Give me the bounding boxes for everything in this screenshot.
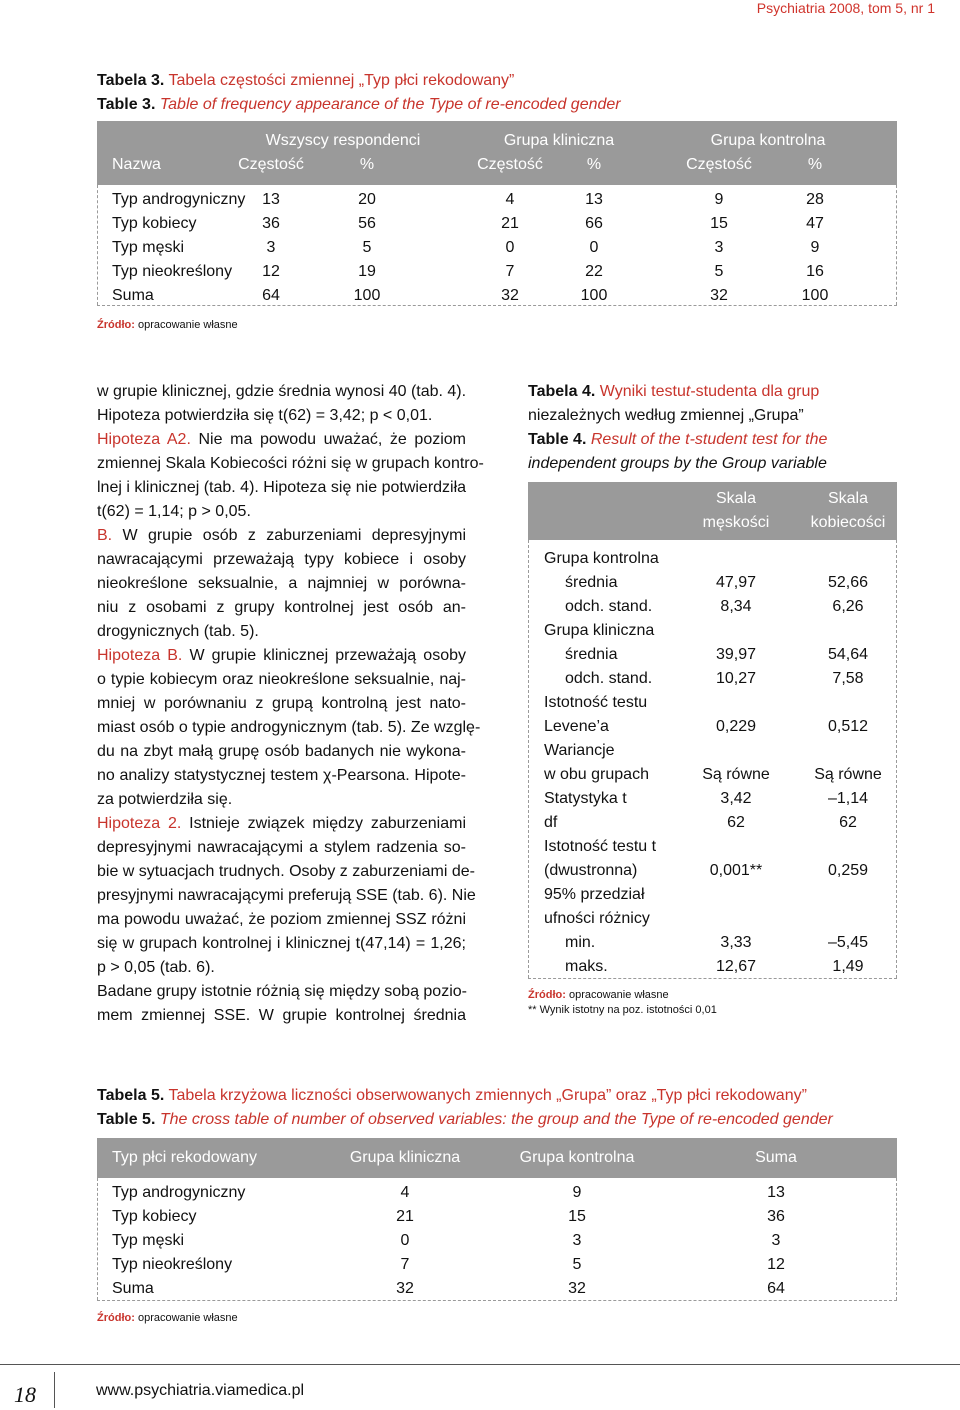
table3-source-label: Źródło: [97, 319, 135, 331]
body-line: Badane grupy istotnie różnią się między sobą pozio- [97, 983, 467, 1000]
table4-source-label: Źródło: [528, 989, 566, 1001]
table4-row-label: Statystyka t [544, 790, 627, 807]
body-column [97, 380, 484, 1028]
table4-head-fem-a: Skala [827, 490, 869, 507]
table4-head-masc-b: męskości [702, 514, 770, 531]
table3-cell: 36 [262, 215, 280, 232]
table3-source [97, 318, 238, 332]
table3-cell: 4 [505, 191, 515, 208]
table3-cell: 5 [714, 263, 724, 280]
table3-cell: 20 [358, 191, 376, 208]
table5-caption-en-text: The cross table of number of observed variables: the group and the Type of re-encoded gender [159, 1111, 833, 1128]
table5-cell: 12 [767, 1256, 785, 1273]
table4-cell: 47,97 [715, 574, 757, 591]
body-line: o typie kobiecym oraz nieokreślone seksualnie, naj- [97, 671, 466, 688]
table3-cell: 32 [710, 287, 728, 304]
table3-cell: 64 [262, 287, 280, 304]
table4-row-label: maks. [565, 958, 608, 975]
table5-cell: 7 [400, 1256, 410, 1273]
table3-row-label: Typ męski [112, 239, 185, 256]
table3-cell: 13 [262, 191, 280, 208]
table3-col-freq-3: Częstość [686, 156, 752, 173]
table4-cell: 62 [839, 814, 857, 831]
table3-cell: 9 [714, 191, 724, 208]
table4-row-label: Wariancje [544, 742, 615, 759]
body-line: ma powodu uważać, że poziom zmiennej SSZ różni [97, 911, 466, 928]
body-line: miast osób o typie androgynicznym (tab. 5). Ze wzglę- [97, 719, 481, 736]
table5-cell: 15 [568, 1208, 586, 1225]
body-line: zmiennej Skala Kobiecości różni się w grupach kontro- [97, 455, 484, 472]
table4-row-label: Istotność testu t [544, 838, 657, 855]
table4-cell: 39,97 [715, 646, 757, 663]
table4-row-label: min. [565, 934, 596, 951]
table3-cell: 0 [589, 239, 599, 256]
table3-cell: 3 [266, 239, 276, 256]
table4-caption-pl-2: niezależnych według zmiennej „Grupa” [528, 407, 804, 424]
table3-left-border [97, 185, 98, 305]
body-line: Hipoteza B. W grupie klinicznej przeważają osoby [97, 647, 466, 664]
table3-cell: 19 [358, 263, 376, 280]
table4-row-label: odch. stand. [565, 598, 653, 615]
table4-row-label: średnia [565, 646, 618, 663]
body-line: mniej w porównaniu z grupą kontrolną jest nato- [97, 695, 466, 712]
table4-cell: 0,512 [827, 718, 869, 735]
body-line: drogynicznych (tab. 5). [97, 623, 259, 640]
table4-left-border [528, 540, 529, 978]
hypothesis-heading: Hipoteza 2. [97, 815, 182, 832]
table3-group-all: Wszyscy respondenci [265, 132, 421, 149]
table3-source-text: opracowanie własne [137, 319, 238, 331]
table4-row-label: Istotność testu [544, 694, 648, 711]
table5-caption-en [97, 1108, 833, 1132]
table5-source [97, 1311, 238, 1325]
table3-cell: 16 [806, 263, 824, 280]
table4-cell: 0,259 [827, 862, 869, 879]
body-line: Hipoteza A2. Nie ma powodu uważać, że poziom [97, 431, 466, 448]
footer-rule [0, 1364, 960, 1365]
table5-head-clinical: Grupa kliniczna [349, 1149, 461, 1166]
running-title: Psychiatria 2008, tom 5, nr 1 [756, 0, 935, 16]
table4-cell: 62 [727, 814, 745, 831]
table4-caption-en-prefix: Table 4. [528, 431, 587, 448]
table3-cell: 100 [580, 287, 608, 304]
table5-head-sum: Suma [755, 1149, 797, 1166]
body-line: nawracającymi przeważają typy kobiece i osoby [97, 551, 466, 568]
body-line: du na zbyt małą grupę osób badanych nie wykona- [97, 743, 466, 760]
table3-col-pct-3: % [807, 156, 823, 173]
table4-cell: 6,26 [832, 598, 864, 615]
table3-caption-pl [97, 69, 514, 93]
table5-cell: 64 [767, 1280, 785, 1297]
table3-cell: 5 [362, 239, 372, 256]
table5-cell: 9 [572, 1184, 582, 1201]
table5-head-type: Typ płci rekodowany [112, 1149, 257, 1166]
table3-row-label: Typ kobiecy [112, 215, 197, 232]
table3-cell: 15 [710, 215, 728, 232]
table5-cell: 32 [568, 1280, 586, 1297]
table3-cell: 7 [505, 263, 515, 280]
table3-cell: 12 [262, 263, 280, 280]
table4-right-border [896, 540, 897, 978]
footer-divider [54, 1372, 55, 1408]
table4-cell: –1,14 [827, 790, 869, 807]
table4-head-fem-b: kobiecości [810, 514, 886, 531]
body-line: nieokreślone seksualnie, a najmniej w porówna- [97, 575, 466, 592]
table3-cell: 22 [585, 263, 603, 280]
table3-cell: 56 [358, 215, 376, 232]
body-line: depresyjnymi nawracającymi a stylem radzenia so- [97, 839, 466, 856]
body-line: Hipoteza 2. Istnieje związek między zaburzeniami [97, 815, 467, 832]
body-line: się w grupach kontrolnej i klinicznej t(47,14) = 1,26; [97, 935, 466, 952]
table5-source-text: opracowanie własne [137, 1312, 238, 1324]
body-line: B. W grupie osób z zaburzeniami depresyjnymi [97, 527, 466, 544]
hypothesis-heading: Hipoteza A2. [97, 431, 191, 448]
table3-cell: 47 [806, 215, 824, 232]
journal-url[interactable]: www.psychiatria.viamedica.pl [96, 1382, 305, 1399]
body-line: p > 0,05 (tab. 6). [97, 959, 215, 976]
body-line: Hipoteza potwierdziła się t(62) = 3,42; p < 0,01. [97, 407, 433, 424]
table3-cell: 9 [810, 239, 820, 256]
table5-row-label: Typ androgyniczny [112, 1184, 246, 1201]
body-line: t(62) = 1,14; p > 0,05. [97, 503, 251, 520]
table5-cell: 13 [767, 1184, 785, 1201]
table4-cell: 1,49 [832, 958, 864, 975]
table4-cell: Są równe [814, 766, 882, 783]
table5-caption-pl-text: Tabela krzyżowa liczności obserwowanych zmiennych „Grupa” oraz „Typ płci rekodowany” [168, 1087, 807, 1104]
table3-bottom-border [97, 305, 897, 306]
table3-row-label: Typ nieokreślony [112, 263, 233, 280]
table4-row-label: ufności różnicy [544, 910, 650, 927]
table4-caption-pl-t: t [685, 383, 691, 400]
table3-row-label: Typ androgyniczny [112, 191, 246, 208]
table3-col-pct-1: % [359, 156, 375, 173]
table4-caption-pl-1 [528, 380, 819, 404]
table3-cell: 66 [585, 215, 603, 232]
table5-row-label: Suma [112, 1280, 154, 1297]
table4-footnote: ** Wynik istotny na poz. istotności 0,01 [528, 1004, 717, 1016]
body-line: za potwierdziła się. [97, 791, 233, 808]
table4-cell: 7,58 [832, 670, 864, 687]
table5-cell: 3 [771, 1232, 781, 1249]
table3-caption-pl-text: Tabela częstości zmiennej „Typ płci rekodowany” [168, 72, 515, 89]
body-line: mem zmiennej SSE. W grupie kontrolnej średnia [97, 1007, 466, 1024]
table4-row-label: w obu grupach [544, 766, 649, 783]
table4-cell: 0,001** [709, 862, 763, 879]
table4-caption-en-2: independent groups by the Group variable [528, 455, 827, 472]
table4-row-label: 95% przedział [544, 886, 645, 903]
body-line: bie w sytuacjach trudnych. Osoby z zaburzeniami de- [97, 863, 475, 880]
table5-cell: 36 [767, 1208, 785, 1225]
table3-cell: 13 [585, 191, 603, 208]
table3-col-pct-2: % [586, 156, 602, 173]
table4-row-label: odch. stand. [565, 670, 653, 687]
body-line: presyjnymi nawracającymi preferują SSE (tab. 6). Nie [97, 887, 476, 904]
table5-row-label: Typ kobiecy [112, 1208, 197, 1225]
table3-cell: 32 [501, 287, 519, 304]
table4-row-label: Levene’a [544, 718, 609, 735]
table4-cell: 52,66 [827, 574, 869, 591]
table4-cell: –5,45 [827, 934, 869, 951]
table4-caption-en-a: Result of the t-student test for the [590, 431, 828, 448]
table5-cell: 3 [572, 1232, 582, 1249]
table4-row-label: df [544, 814, 558, 831]
table3-caption-en-prefix: Table 3. [97, 96, 156, 113]
table5-cell: 21 [396, 1208, 414, 1225]
body-line: w grupie klinicznej, gdzie średnia wynosi 40 (tab. 4). [97, 383, 467, 400]
table5-source-label: Źródło: [97, 1312, 135, 1324]
table3-col-freq-2: Częstość [477, 156, 543, 173]
table3-col-freq-1: Częstość [238, 156, 304, 173]
table4-head-masc-a: Skala [715, 490, 757, 507]
table4-caption-pl-b: -studenta dla grup [690, 383, 820, 400]
hypothesis-heading: Hipoteza B. [97, 647, 183, 664]
table3-cell: 28 [806, 191, 824, 208]
body-line: niu z osobami z grupy kontrolnej jest osób an- [97, 599, 466, 616]
body-line: lnej i klinicznej (tab. 4). Hipoteza się nie potwierdziła [97, 479, 467, 496]
table4-cell: Są równe [702, 766, 770, 783]
table3-cell: 21 [501, 215, 519, 232]
table4-cell: 10,27 [715, 670, 757, 687]
table4-cell: 12,67 [715, 958, 757, 975]
table3-caption-en-text: Table of frequency appearance of the Type of re-encoded gender [159, 96, 621, 113]
table3-group-clinical: Grupa kliniczna [503, 132, 615, 149]
table5-caption-pl [97, 1084, 807, 1108]
table5-left-border [97, 1178, 98, 1300]
table5-cell: 4 [400, 1184, 410, 1201]
table5-caption-en-prefix: Table 5. [97, 1111, 156, 1128]
table5-head-control: Grupa kontrolna [519, 1149, 635, 1166]
table5-row-label: Typ męski [112, 1232, 185, 1249]
table4-cell: 3,33 [720, 934, 752, 951]
table5-cell: 0 [400, 1232, 410, 1249]
table3-col-name: Nazwa [112, 156, 161, 173]
table4-caption-pl-a: Wyniki testu [599, 383, 686, 400]
table3-cell: 0 [505, 239, 515, 256]
table4-source-text: opracowanie własne [568, 989, 669, 1001]
table5-right-border [896, 1178, 897, 1300]
table5-cell: 5 [572, 1256, 582, 1273]
table5-caption-pl-prefix: Tabela 5. [97, 1087, 165, 1104]
table3-cell: 3 [714, 239, 724, 256]
table4-row-label: średnia [565, 574, 618, 591]
table4-row-label: Grupa kontrolna [544, 550, 659, 567]
table5-row-label: Typ nieokreślony [112, 1256, 233, 1273]
table4-cell: 0,229 [715, 718, 757, 735]
page-number: 18 [14, 1382, 36, 1407]
table3-cell: 100 [801, 287, 829, 304]
table3-caption-pl-prefix: Tabela 3. [97, 72, 165, 89]
table3-group-control: Grupa kontrolna [710, 132, 826, 149]
table4-caption-pl-prefix: Tabela 4. [528, 383, 596, 400]
table5-cell: 32 [396, 1280, 414, 1297]
table4-caption-en-1 [528, 428, 827, 452]
body-line: no analizy statystycznej testem χ-Pearsona. Hipote- [97, 767, 466, 784]
table4-cell: 3,42 [720, 790, 752, 807]
table3-row-label: Suma [112, 287, 154, 304]
table4-cell: 8,34 [720, 598, 752, 615]
table4-row-label: (dwustronna) [544, 862, 638, 879]
hypothesis-heading: B. [97, 527, 113, 544]
table4-cell: 54,64 [827, 646, 869, 663]
table4-source [528, 988, 669, 1002]
table3-right-border [896, 185, 897, 305]
table3-cell: 100 [353, 287, 381, 304]
table3-caption-en [97, 93, 621, 117]
table4-row-label: Grupa kliniczna [544, 622, 655, 639]
